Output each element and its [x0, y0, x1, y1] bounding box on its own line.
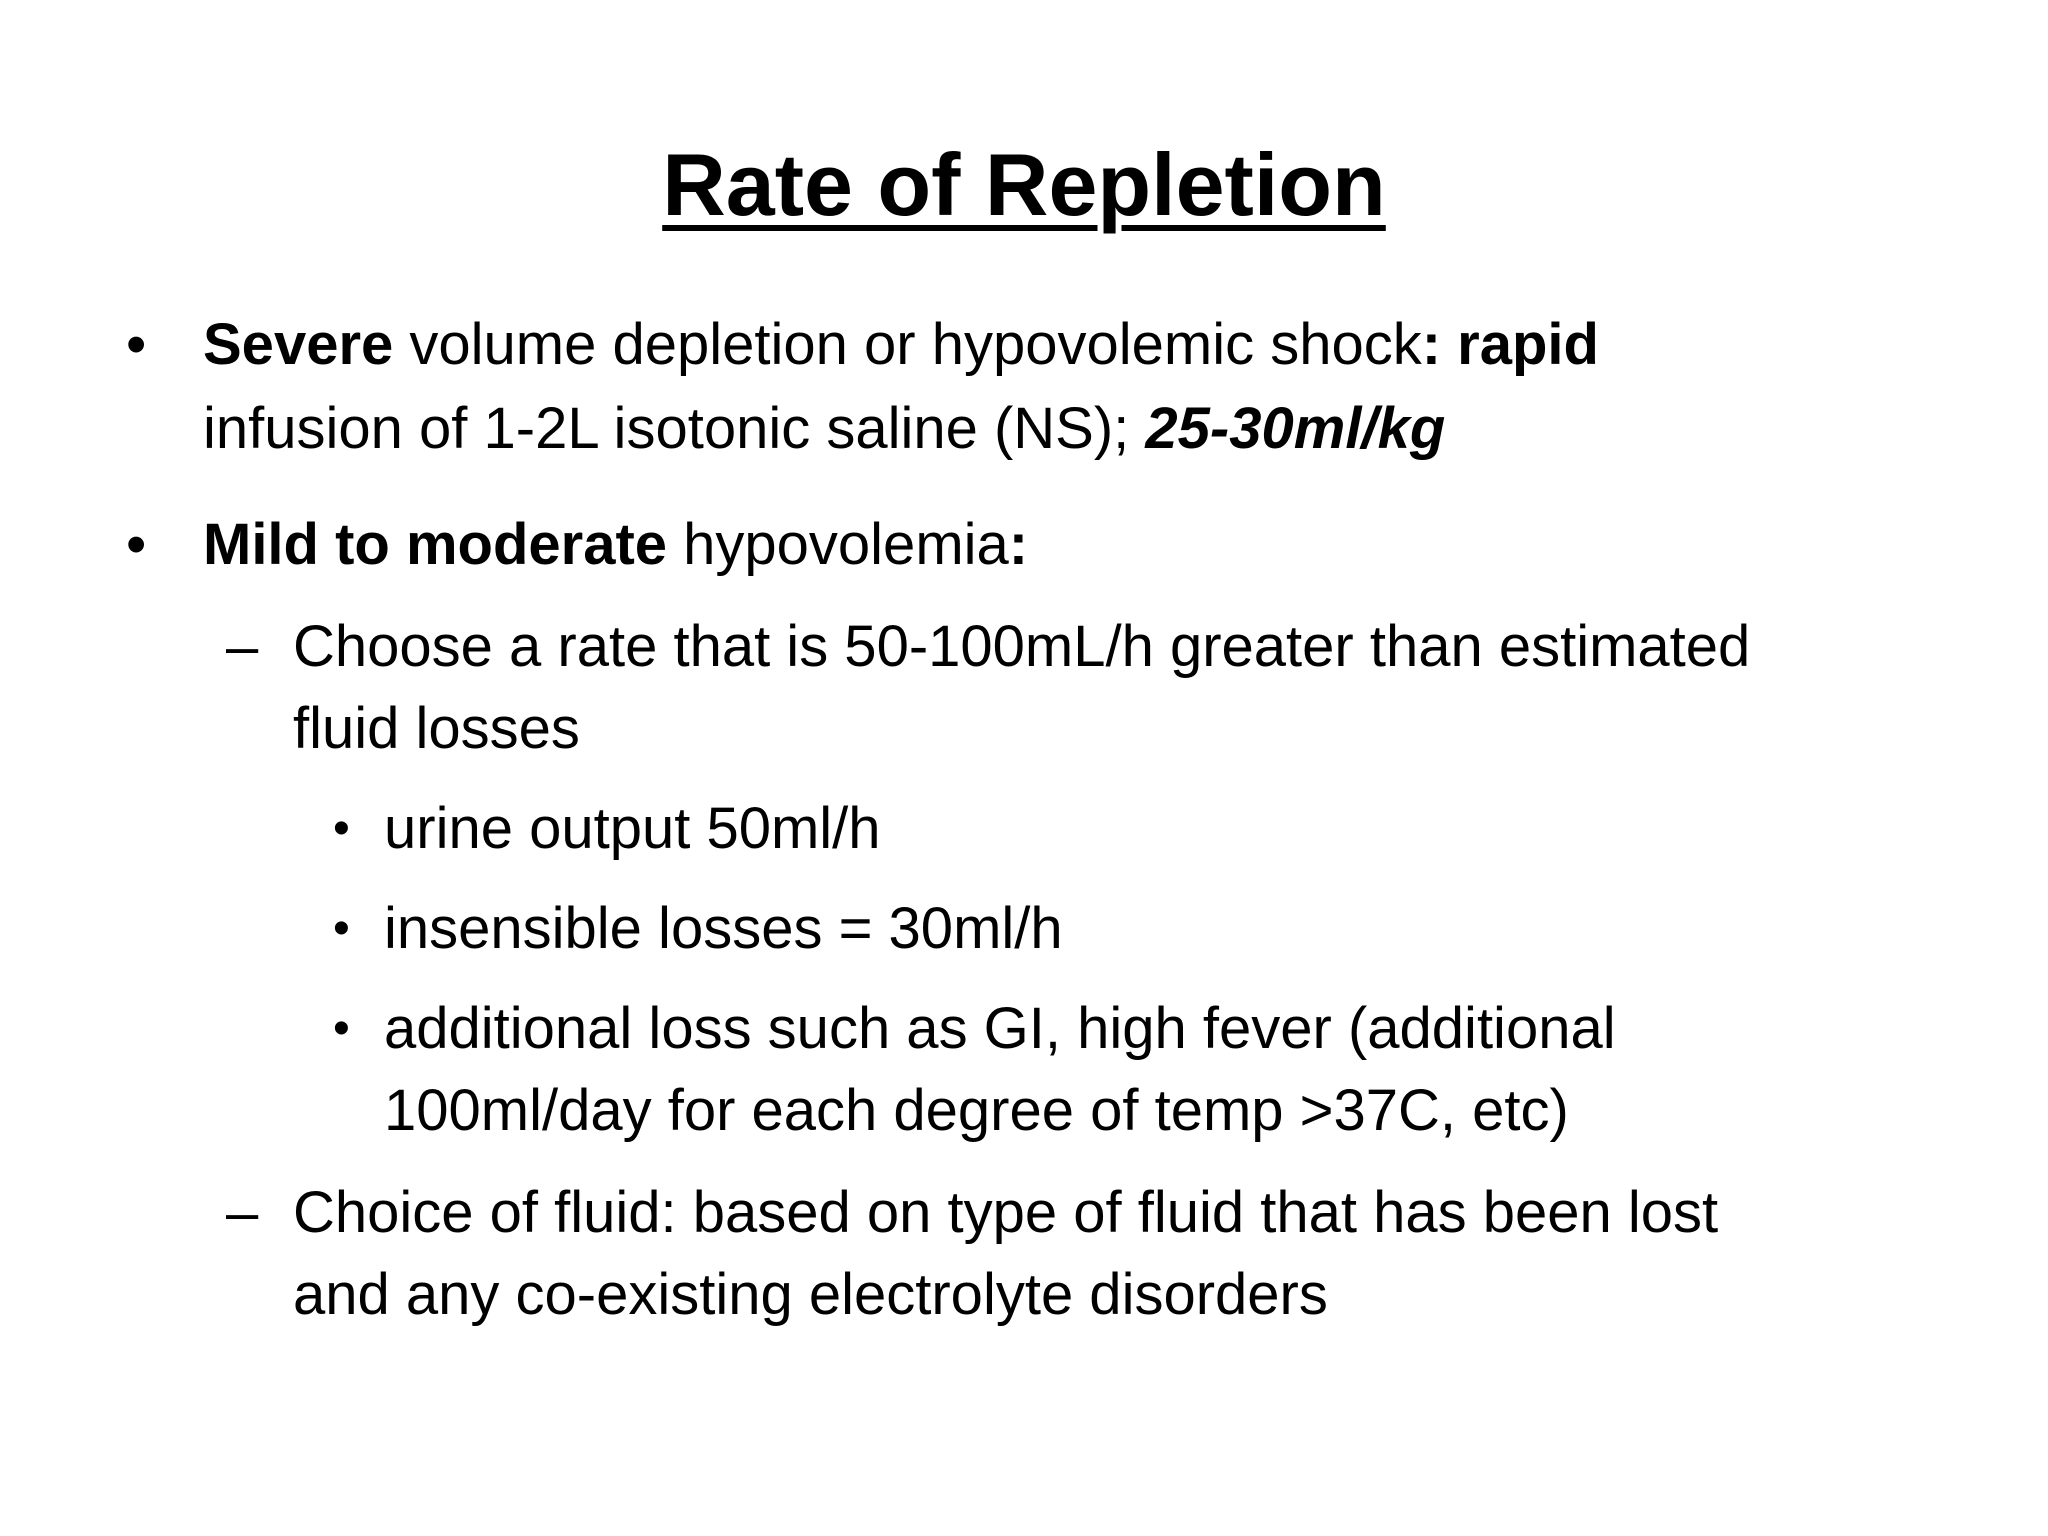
subsub2-line: insensible losses = 30ml/h [384, 896, 1063, 961]
item2-text: hypovolemia [667, 512, 1009, 577]
item2-bold-lead: Mild to moderate [203, 512, 668, 577]
item1-colon: : [1421, 312, 1442, 377]
slide-title-text: Rate of Repletion [662, 135, 1386, 234]
item1-line2-text: infusion of 1-2L isotonic saline (NS); [203, 396, 1146, 461]
item1-bold-lead: Severe [203, 312, 394, 377]
subsub1-line: urine output 50ml/h [384, 796, 881, 861]
item1-text: volume depletion or hypovolemic shock [393, 312, 1422, 377]
item2-line [203, 512, 1028, 578]
item1-line1 [203, 312, 1599, 378]
slide-title [0, 130, 2048, 240]
dash-icon: – [226, 1180, 259, 1245]
sub1-line2: fluid losses [293, 696, 580, 761]
dash-icon: – [226, 614, 259, 679]
sub2-line1: Choice of fluid: based on type of fluid that has been lost [293, 1180, 1719, 1245]
bullet-icon: • [126, 512, 147, 577]
bullet-icon: • [333, 802, 350, 855]
item1-dose: 25-30ml/kg [1145, 396, 1446, 461]
subsub3-line1: additional loss such as GI, high fever (additional [384, 996, 1616, 1061]
item2-colon: : [1008, 512, 1029, 577]
subsub3-line2: 100ml/day for each degree of temp >37C, etc) [384, 1078, 1569, 1143]
bullet-icon: • [126, 312, 147, 377]
sub1-line1: Choose a rate that is 50-100mL/h greater than estimated [293, 614, 1751, 679]
sub2-line2: and any co-existing electrolyte disorders [293, 1262, 1328, 1327]
item1-line2 [203, 396, 1445, 462]
bullet-icon: • [333, 1002, 350, 1055]
item1-bold-rapid: rapid [1441, 312, 1599, 377]
bullet-icon: • [333, 902, 350, 955]
